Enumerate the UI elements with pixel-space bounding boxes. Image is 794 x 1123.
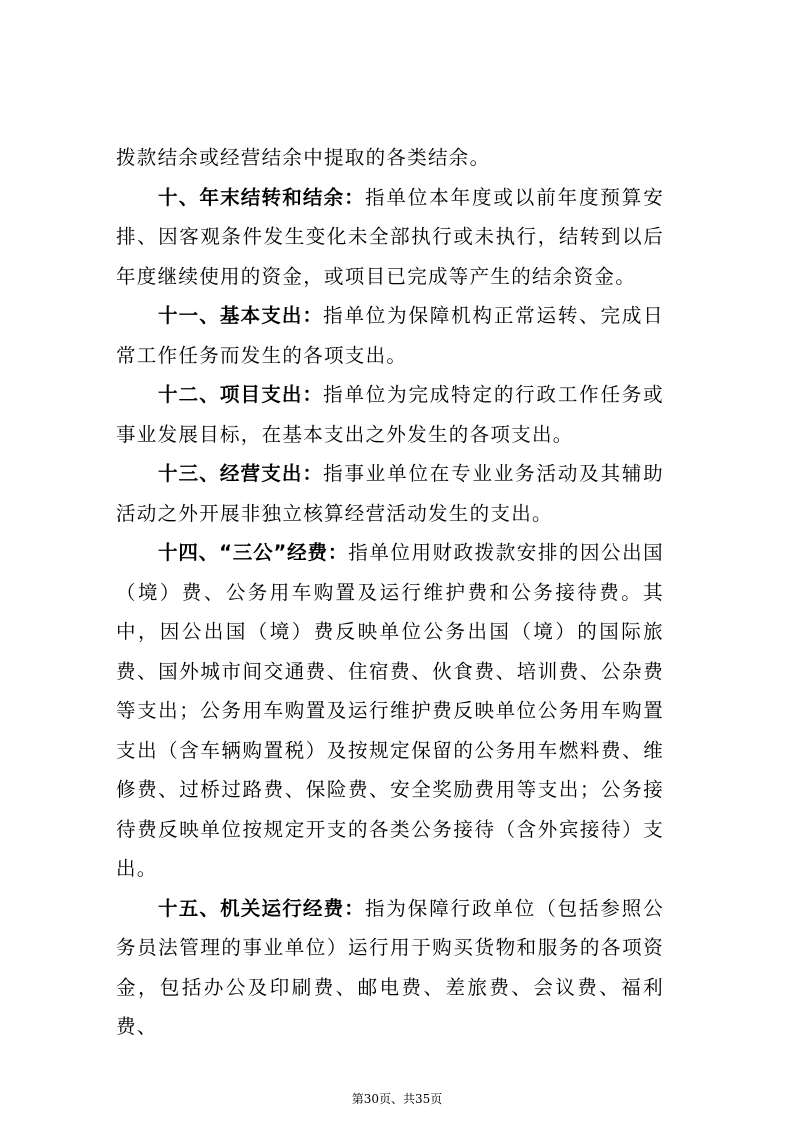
section-basic-expenditure (116, 296, 664, 375)
section-project-expenditure (116, 375, 664, 454)
continuation-paragraph: 拨款结余或经营结余中提取的各类结余。 (116, 146, 491, 169)
section-term: 十五、机关运行经费： (158, 896, 365, 920)
document-body (116, 138, 664, 1047)
section-term: 十二、项目支出： (158, 383, 324, 406)
section-three-public-expenses (116, 533, 664, 889)
section-text: 指单位用财政拨款安排的因公出国（境）费、公务用车购置及运行维护费和公务接待费。其中，因公出国（境）费反映单位公务出国（境）的国际旅费、国外城市间交通费、住宿费、伙食费、培训费、公杂费等支出；公务用车购置及运行维护费反映单位公务用车购置支出（含车辆购置税）及按规定保留的公务用车燃料费、维修费、过桥过路费、保险费、安全奖励费用等支出；公务接待费反映单位按规定开支的各类公务接待（含外宾接待）支出。 (116, 541, 664, 880)
section-text: 指单位本年度或以前年度预算安排、因客观条件发生变化未全部执行或未执行，结转到以后年度继续使用的资金，或项目已完成等产生的结余资金。 (116, 185, 664, 288)
section-term: 十、年末结转和结余： (158, 185, 365, 209)
section-term: 十三、经营支出： (158, 462, 324, 485)
section-text: 指为保障行政单位（包括参照公务员法管理的事业单位）运行用于购买货物和服务的各项资金，包括办公及印刷费、邮电费、差旅费、会议费、福利费、 (116, 896, 664, 1038)
page-footer (0, 1090, 794, 1107)
section-year-end-carryover (116, 178, 664, 297)
section-text: 指单位为完成特定的行政工作任务或事业发展目标，在基本支出之外发生的各项支出。 (116, 383, 664, 446)
section-term: 十四、“三公”经费： (158, 541, 349, 564)
section-agency-operating-expenses (116, 889, 664, 1047)
section-text: 指单位为保障机构正常运转、完成日常工作任务而发生的各项支出。 (116, 304, 664, 367)
page-number-label: 第30页、共35页 (351, 1092, 443, 1106)
section-text: 指事业单位在专业业务活动及其辅助活动之外开展非独立核算经营活动发生的支出。 (116, 462, 664, 525)
section-term: 十一、基本支出： (158, 304, 324, 327)
section-operating-expenditure (116, 454, 664, 533)
